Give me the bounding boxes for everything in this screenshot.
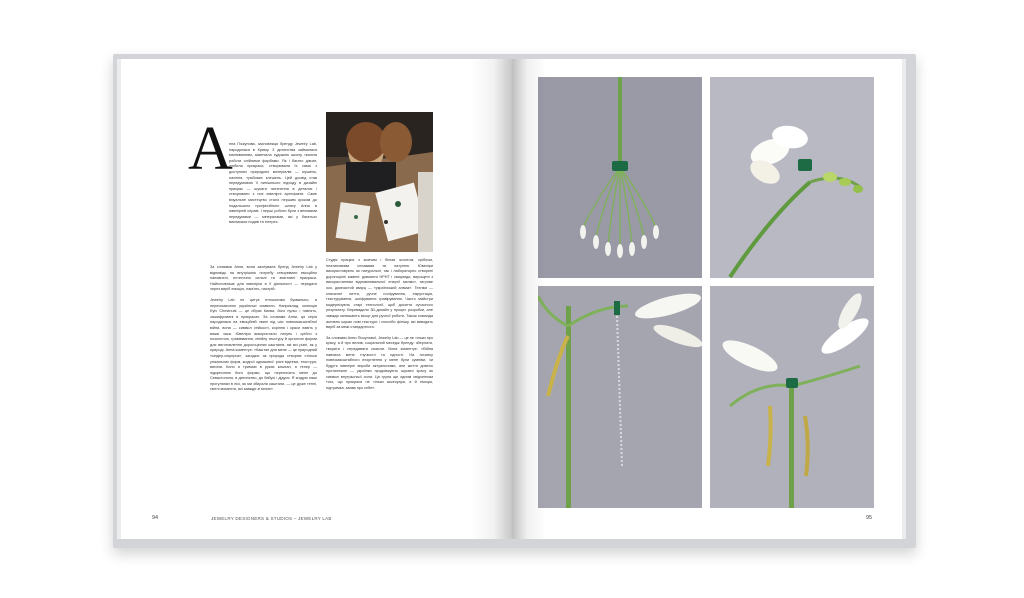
freesia-illustration — [710, 77, 874, 278]
designer-at-work-photo — [326, 112, 433, 252]
photo-lily-ring — [710, 286, 874, 508]
materials-paragraph: Студія працює з жовтим і білим золотом, сріблом, платиновими сплавами та латунню. Ювеліри використовують як натуральні, так і лабораторно створені дорогоцінні камені: діаманти HPHT і смарагди, вирощені з використанням відновлювальної енергії мелкіст, тигрове око, димчастий кварц — «український алмаз». Техніки — класичне лиття, ручне полірування, інкрустація, текстурування, шліфування гравірування. Часто майстри модернізують старі технології, щоб досягти сучасного результату. Впровадили 3D-дизайн у процес розробки, але завжди залишають місце для ручної роботи. Також команда активно шукає нові текстури і способи фінішу, які виводять виріб за межі стандартного. — [326, 258, 433, 330]
article-column-1 — [229, 142, 317, 231]
article-paragraph-3: Jewelry Lab не цитує етнокотиви буквально, а переосмислює українські символи. Наприклад, колекція Kyiv Chestnuts — це образ Києва, його пульс і пам'ять, зашифровані в прикрасах. За словами Анни, ця серія народилася на емоційній хвилі під час повномасштабної війни, вона — символ стійкості, коріння і краси навіть у важкі часи. Ювеліри використали латунь і срібло з позолотою, гравіювання, лінійну текстуру й органічні форми для виготовлення дорогоцінних каштанів, які всі різні, як у природі. Анна коментує: «Каштан для мене — це природний «кіндер-сюрприз», загадка: як природа створює стільки унікальних форм, жодної однакової: різні відтінки, текстури, вигини. Коли я тримаю в руках каштан, я тепер — підкреслюю його форми, що переносить мене до Севастополя, в дитинство, до бабусі і дідуся. Я згадую наші прогулянки в лісі, як ми збирали каштани, — це дуже теплі, світлі моменти, які завжди зі мною». — [210, 297, 317, 392]
page-number-right: 95 — [866, 515, 873, 521]
drop-cap: А — [188, 115, 233, 183]
photo-pendant-flower — [538, 77, 702, 278]
page-edge-right — [902, 59, 906, 539]
intro-paragraph: нна Піскунова, засновниця бренду Jewelry Lab, народилася в Криму. З дитинства займалася малюванням, закінчила художню школу, писала роботи олійними фарбами. Як і багато дівчат, любила прикраси, створювала їх сама з доступних природних матеріалів — мушель, насіння, «рябових клешень. Цей досвід став передумовою її нинішнього підходу в дизайні прикрас — шукати натхнення в деталях і створювати з них ювелірні артефакти. Саме візуальне мистецтво стало першим кроком до подальшого професійного шляху Анни в ювелірній справі. І перші роботи були з великими передумами — мінералами, які у багатьох викликали подив та інтерес. — [229, 142, 317, 225]
article-column-1b — [210, 265, 317, 398]
earring-lily-illustration — [538, 286, 702, 508]
running-footer: JEWELRY DESIGNERS & STUDIOS – JEWELRY LAB — [211, 516, 332, 521]
lily-ring-illustration — [710, 286, 874, 508]
designer-photo-illustration — [326, 112, 433, 252]
article-column-2 — [326, 258, 433, 397]
quote-paragraph: За словами Анни Піскунової, Jewelry Lab — це не тільки про красу, а й про вплив, соціальний меседж бренду: зберігати, творити і передавати смисли. Вона коментує: «Війна навчила мене гнучкості та єдності. На початку повномасштабного вторгнення у мене були сумніви, чи будуть ювелірні вироби актуальними, але життя довело протилежне — українки продовжують шукати красу як символ внутрішньої сили. Ця група ще одним свідченням того, що прикраси не тільки аксесуари, а й емоція, підтримка, заява про себе». — [326, 335, 433, 391]
photo-freesia-ring — [710, 77, 874, 278]
photo-earring-lily — [538, 286, 702, 508]
pendant-flower-illustration — [538, 77, 702, 278]
page-number-left: 94 — [152, 515, 159, 521]
article-paragraph-2: За словами Анни, вона заснувала бренд Jewelry Lab у відповідь на внутрішню потребу створювати емоційно наповнені, естетично сильні та змістовні прикраси. Найголовніше для ювелірки в її діяльності — передати через виріб емоцію, пам'ять, настрій. — [210, 265, 317, 292]
